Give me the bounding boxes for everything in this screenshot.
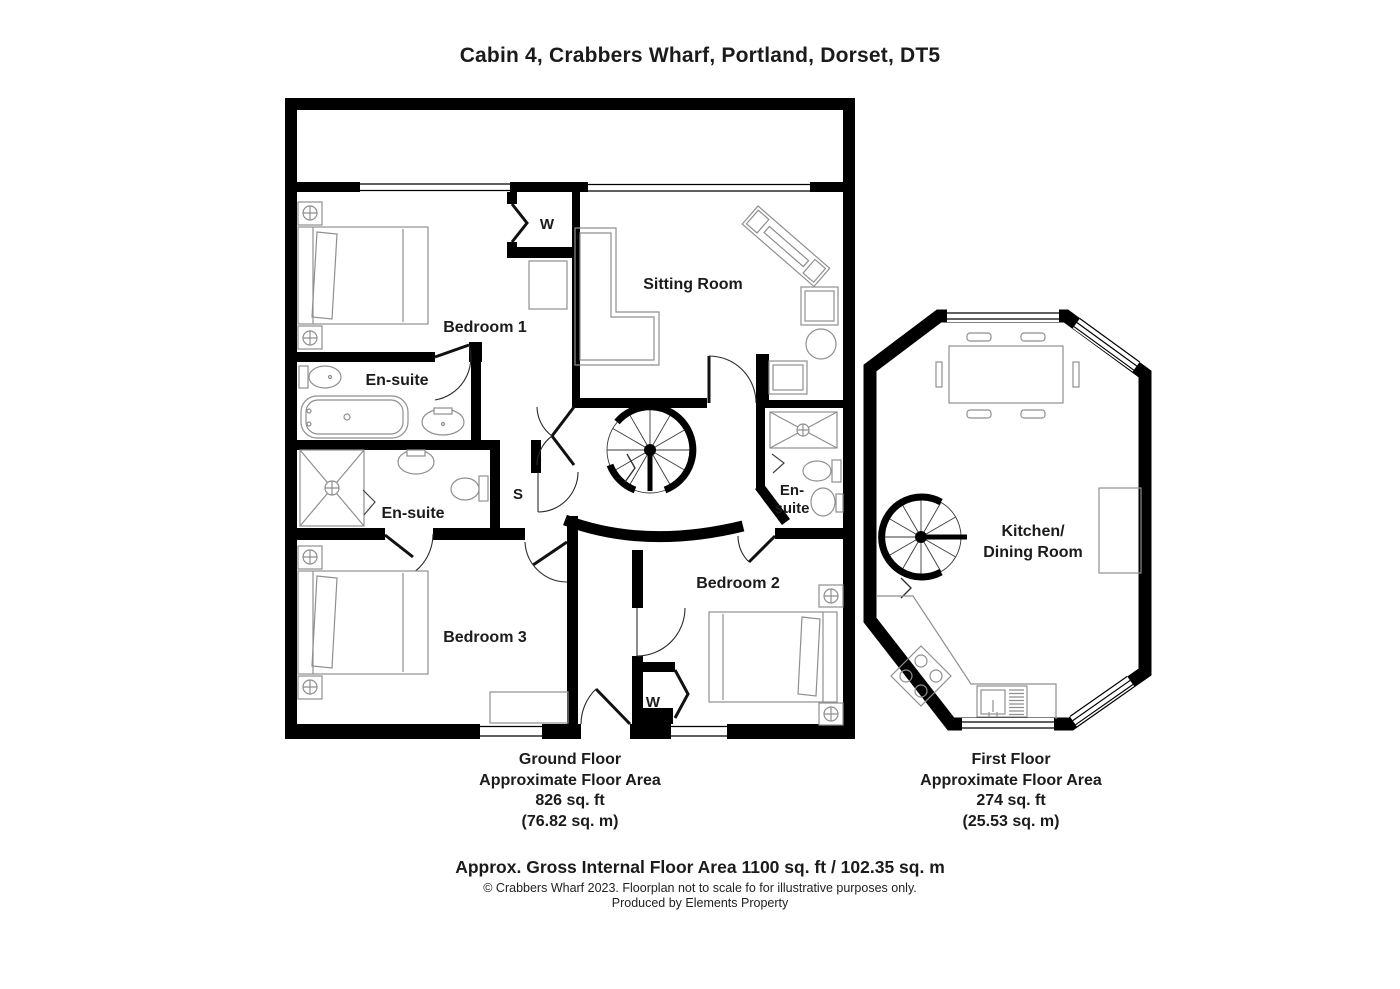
sitting-room-label: Sitting Room (643, 276, 743, 293)
total-floor-area: Approx. Gross Internal Floor Area 1100 sq. ft / 102.35 sq. m (455, 857, 945, 877)
ensuite1-label: En-suite (365, 372, 429, 389)
seat (769, 361, 807, 394)
spiral-staircase (607, 407, 693, 493)
ground-floor-area-ft: 826 sq. ft (535, 792, 605, 809)
wardrobe-bottom-bifold-door (675, 670, 688, 718)
kitchen-label-line2: Dining Room (983, 544, 1083, 561)
round-table (806, 329, 836, 359)
ensuite3-label-line2: suite (774, 500, 810, 517)
recess-cupboard (529, 261, 567, 309)
sitting-room-door-arc (709, 356, 756, 403)
ground-floor-name: Ground Floor (518, 751, 622, 768)
first-floor-area-ft: 274 sq. ft (976, 792, 1046, 809)
ensuite2-label: En-suite (381, 505, 445, 522)
wardrobe-top-bifold-door (512, 204, 527, 242)
desk (490, 692, 568, 723)
basin (811, 488, 835, 516)
page-title: Cabin 4, Crabbers Wharf, Portland, Dorset, DT5 (459, 44, 941, 67)
hall-double-door-leaves (552, 407, 574, 465)
ground-bottom-windows (480, 724, 727, 739)
storage-door-arc (538, 472, 578, 512)
first-floor-plan (863, 300, 1153, 748)
ensuite3-label-line1: En- (779, 482, 805, 499)
curved-hall-wall (565, 520, 743, 537)
bedroom2-door-arc (637, 608, 685, 656)
first-floor-name: First Floor (971, 751, 1051, 768)
bedroom1-label: Bedroom 1 (443, 319, 527, 336)
produced-by-note: Produced by Elements Property (611, 896, 789, 910)
ensuite3-door-arc (738, 536, 749, 562)
bedroom2-label: Bedroom 2 (696, 575, 780, 592)
side-table (801, 287, 838, 325)
copyright-note: © Crabbers Wharf 2023. Floorplan not to scale fo for illustrative purposes only. (483, 881, 917, 895)
bath (301, 396, 408, 438)
ground-floor-plan (285, 98, 855, 748)
first-floor-area-m: (25.53 sq. m) (962, 812, 1060, 830)
ground-floor-area-label: Approximate Floor Area (479, 771, 661, 789)
ground-floor-area-m: (76.82 sq. m) (521, 812, 619, 830)
entry-door-arc (581, 689, 596, 724)
toilet (451, 478, 479, 500)
storage-label: S (512, 486, 524, 503)
kitchen-label-line1: Kitchen/ (1001, 523, 1065, 540)
entry-door-leaf (596, 689, 630, 724)
toilet (803, 461, 831, 481)
ensuite2-door-leaf (385, 535, 413, 557)
bedroom3-door-leaf (533, 542, 567, 565)
ensuite1-door-leaf (435, 345, 469, 357)
bed (298, 571, 428, 674)
ground-floor-caption (285, 750, 855, 832)
first-floor-area-label: Approximate Floor Area (920, 771, 1102, 789)
corner-sofa (575, 228, 659, 365)
wardrobe-bottom-label: W (645, 694, 661, 711)
balcony-wall-and-windows (297, 182, 843, 192)
wardrobe-top-label: W (539, 216, 555, 233)
bedroom1-bed (298, 202, 428, 349)
bedroom2-furniture (709, 585, 843, 725)
bedroom3-furniture (298, 546, 568, 723)
ensuite1-door-arc (435, 345, 471, 400)
tv-unit (742, 206, 829, 286)
first-floor-caption (866, 750, 1156, 832)
ensuite3-door-leaf (749, 536, 775, 562)
bedroom3-label: Bedroom 3 (443, 629, 527, 646)
